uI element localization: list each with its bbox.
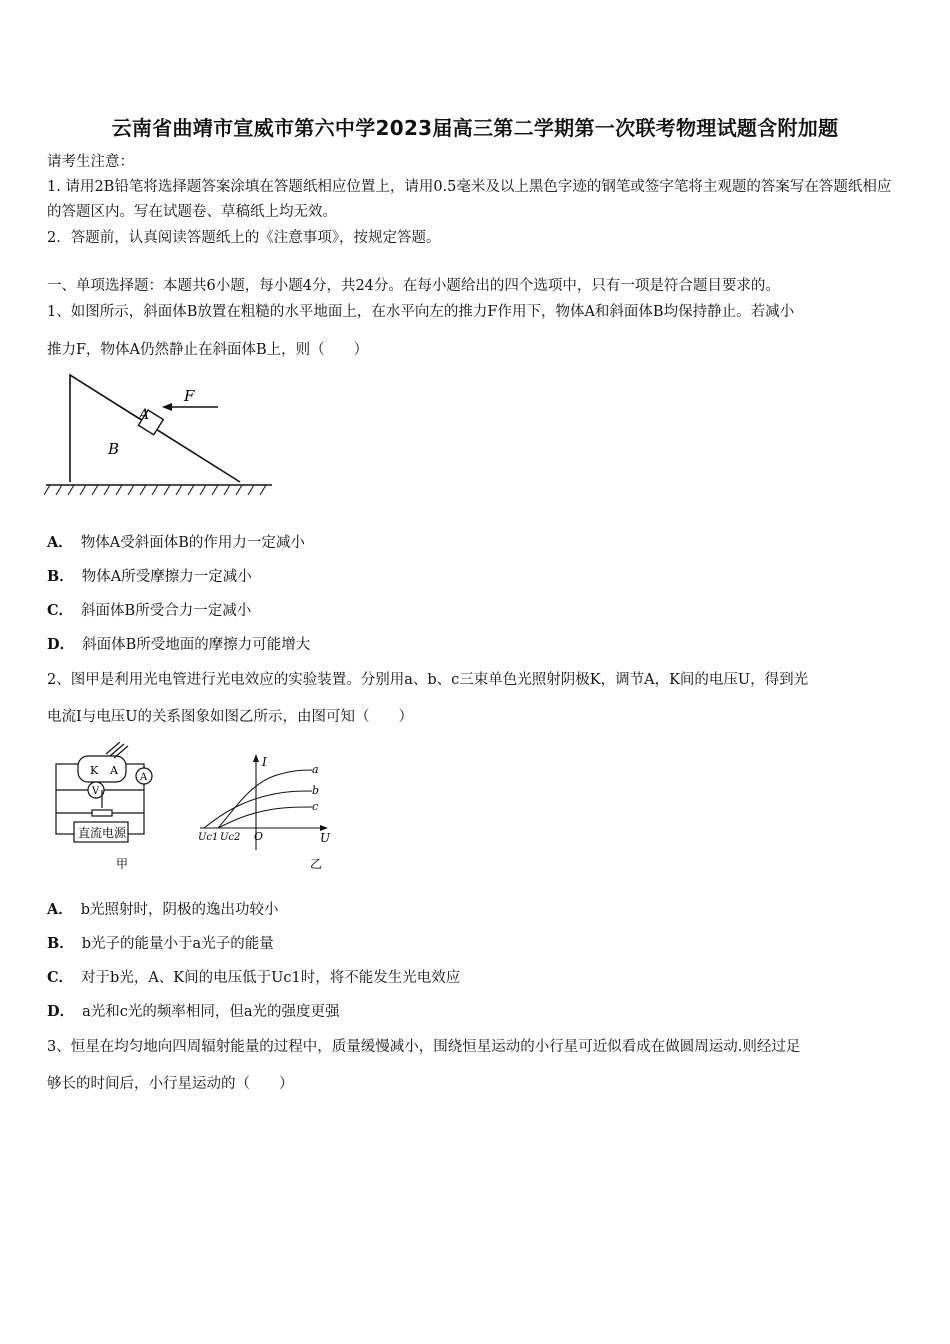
phototube [78, 756, 126, 782]
q2-option-c: C． 对于b光，A、K间的电压低于Uc1时，将不能发生光电效应 [47, 969, 461, 986]
curve-b [204, 791, 312, 828]
power-supply-label: 直流电源 [78, 826, 127, 840]
block-A-label: A [139, 407, 150, 423]
q1-incline-figure [44, 370, 276, 505]
notice-item-2: 2．答题前，认真阅读答题纸上的《注意事项》，按规定答题。 [47, 230, 441, 246]
q1-option-b: B． 物体A所受摩擦力一定减小 [47, 568, 252, 585]
ground-hatch [44, 485, 266, 495]
rheostat [92, 810, 112, 816]
curve-c [218, 807, 312, 828]
axis-U-label: U [320, 831, 331, 845]
q2-stem-line1: 2、图甲是利用光电管进行光电效应的实验装置。分别用a、b、c三束单色光照射阴极K，调节A，K间的电压U，得到光 [47, 672, 809, 688]
curve-b-label: b [312, 784, 320, 797]
q2-iu-graph [194, 750, 344, 875]
ammeter-label: A [140, 772, 148, 783]
circuit-K-label: K [90, 764, 99, 777]
section-heading: 一、单项选择题：本题共6小题，每小题4分，共24分。在每小题给出的四个选项中，只有一项是符合题目要求的。 [47, 278, 780, 294]
q1-option-a: A． 物体A受斜面体B的作用力一定减小 [47, 534, 305, 551]
q1-stem-line1: 1、如图所示，斜面体B放置在粗糙的水平地面上，在水平向左的推力F作用下，物体A和斜面体B均保持静止。若减小 [47, 304, 795, 320]
curve-a-label: a [312, 763, 319, 776]
axis-I-label: I [262, 755, 267, 769]
caption-jia: 甲 [116, 857, 129, 871]
page-title: 云南省曲靖市宣威市第六中学2023届高三第二学期第一次联考物理试题含附加题 [111, 116, 839, 140]
voltmeter-label: V [92, 786, 100, 797]
q2-option-d: D． a光和c光的频率相同，但a光的强度更强 [47, 1003, 340, 1020]
q1-option-d: D． 斜面体B所受地面的摩擦力可能增大 [47, 636, 311, 653]
q3-stem-line2: 够长的时间后，小行星运动的（ ） [47, 1076, 294, 1092]
q1-option-c: C． 斜面体B所受合力一定减小 [47, 602, 252, 619]
notice-heading: 请考生注意： [47, 154, 134, 170]
uc1-label: Uc1 [198, 832, 219, 843]
uc2-label: Uc2 [220, 832, 241, 843]
q2-option-a: A． b光照射时，阴极的逸出功较小 [47, 901, 279, 918]
notice-item-1: 1. 请用2B铅笔将选择题答案涂填在答题纸相应位置上，请用0.5毫米及以上黑色字迹的钢笔或签字笔将主观题的答案写在答题纸相应的答题区内。写在试题卷、草稿纸上均无效。 [47, 179, 892, 220]
q2-stem-line2: 电流I与电压U的关系图象如图乙所示，由图可知（ ） [47, 709, 413, 725]
incline-label: B [108, 440, 120, 458]
origin-label: O [254, 830, 264, 843]
caption-yi: 乙 [310, 857, 323, 871]
q1-stem-line2: 推力F，物体A仍然静止在斜面体B上，则（ ） [47, 342, 369, 358]
q2-circuit-figure [50, 742, 162, 872]
force-label: F [184, 387, 195, 405]
curve-a [218, 770, 312, 828]
q2-option-b: B． b光子的能量小于a光子的能量 [47, 935, 274, 952]
q3-stem-line1: 3、恒星在均匀地向四周辐射能量的过程中，质量缓慢减小，围绕恒星运动的小行星可近似看成在做圆周运动.则经过足 [47, 1039, 801, 1055]
force-arrowhead [162, 403, 172, 411]
circuit-A-label: A [110, 764, 118, 777]
curve-c-label: c [312, 800, 319, 813]
